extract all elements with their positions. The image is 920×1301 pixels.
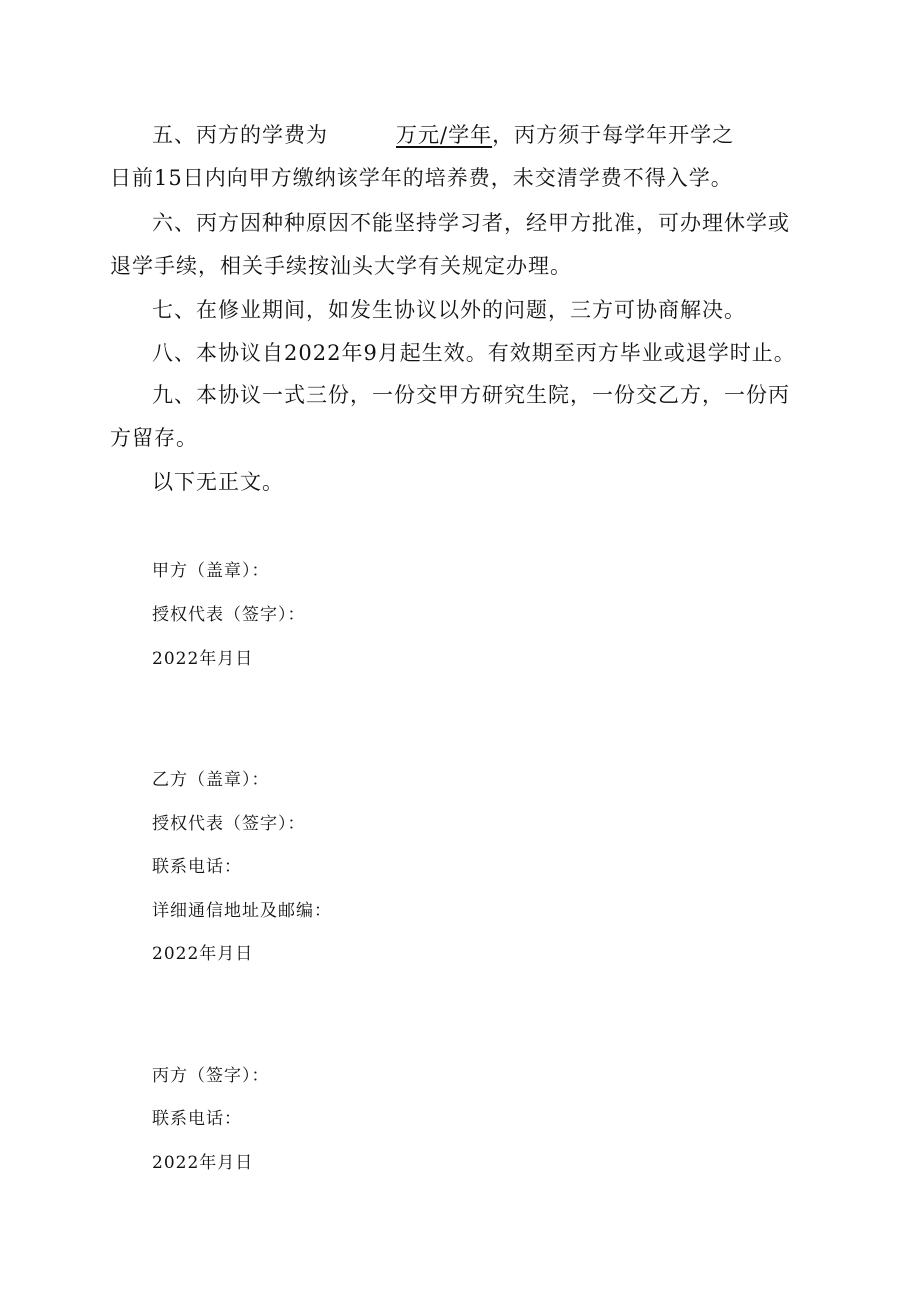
party-b-phone: 联系电话： <box>152 857 242 877</box>
party-c-date: 2022年月日 <box>152 1153 254 1173</box>
clause-7: 七、在修业期间，如发生协议以外的问题，三方可协商解决。 <box>152 298 746 322</box>
end-of-text: 以下无正文。 <box>152 470 284 494</box>
party-b-rep: 授权代表（签字）： <box>152 814 306 834</box>
party-b-date: 2022年月日 <box>152 944 254 964</box>
party-a-date: 2022年月日 <box>152 649 254 669</box>
party-a-rep: 授权代表（签字）： <box>152 605 306 625</box>
party-b-address: 详细通信地址及邮编： <box>152 901 332 921</box>
clause-9: 九、本协议一式三份，一份交甲方研究生院，一份交乙方，一份丙方留存。 <box>110 383 790 450</box>
party-c-sign: 丙方（签字）： <box>152 1066 270 1086</box>
clause-5-line-2: 日前15日内向甲方缴纳该学年的培养费，未交清学费不得入学。 <box>110 166 733 190</box>
party-a-seal: 甲方（盖章）： <box>152 561 270 581</box>
clause-5-unit: 万元/学年 <box>396 123 493 147</box>
party-b-seal: 乙方（盖章）： <box>152 770 270 790</box>
clause-5-prefix: 五、丙方的学费为 <box>152 123 328 147</box>
clause-5-rest: ，丙方须于每学年开学之 <box>492 123 735 147</box>
party-c-phone: 联系电话： <box>152 1109 242 1129</box>
clause-5-line-1 <box>152 120 734 150</box>
clause-6: 六、丙方因种种原因不能坚持学习者，经甲方批准，可办理休学或退学手续，相关手续按汕头大学有关规定办理。 <box>110 211 790 278</box>
clause-8: 八、本协议自2022年9月起生效。有效期至丙方毕业或退学时止。 <box>152 341 796 365</box>
